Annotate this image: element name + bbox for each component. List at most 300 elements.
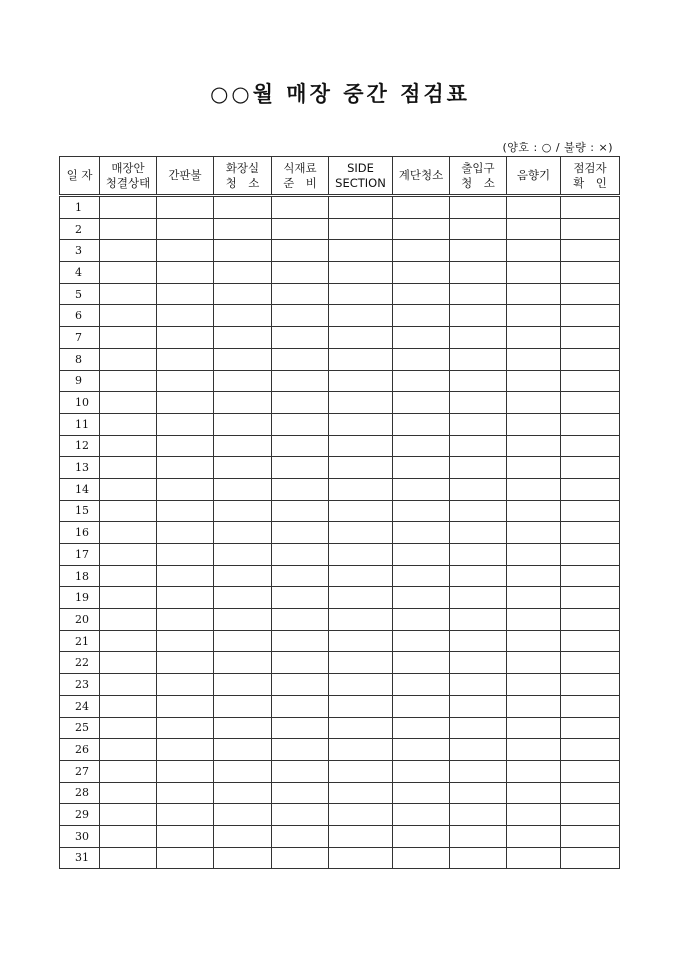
check-cell-ingredient-prep[interactable] <box>272 478 329 500</box>
check-cell-store-cleanliness[interactable] <box>100 674 157 696</box>
day-cell: 25 <box>60 717 100 739</box>
check-cell-inspector-check[interactable] <box>561 196 620 219</box>
check-cell-ingredient-prep[interactable] <box>272 717 329 739</box>
check-cell-side-section[interactable] <box>329 674 393 696</box>
check-cell-stair-cleaning[interactable] <box>393 370 450 392</box>
check-cell-signboard-light[interactable] <box>157 327 214 349</box>
check-cell-signboard-light[interactable] <box>157 457 214 479</box>
check-cell-inspector-check[interactable] <box>561 392 620 414</box>
check-cell-signboard-light[interactable] <box>157 782 214 804</box>
check-cell-signboard-light[interactable] <box>157 392 214 414</box>
check-cell-air-freshener[interactable] <box>507 739 561 761</box>
check-cell-restroom-cleaning[interactable] <box>214 327 272 349</box>
check-cell-signboard-light[interactable] <box>157 804 214 826</box>
check-cell-restroom-cleaning[interactable] <box>214 348 272 370</box>
check-cell-signboard-light[interactable] <box>157 500 214 522</box>
check-cell-inspector-check[interactable] <box>561 262 620 284</box>
check-cell-store-cleanliness[interactable] <box>100 392 157 414</box>
check-cell-store-cleanliness[interactable] <box>100 348 157 370</box>
check-cell-ingredient-prep[interactable] <box>272 283 329 305</box>
check-cell-entrance-cleaning[interactable] <box>450 587 507 609</box>
check-cell-signboard-light[interactable] <box>157 262 214 284</box>
check-cell-store-cleanliness[interactable] <box>100 262 157 284</box>
inspection-table <box>59 156 620 869</box>
day-cell: 22 <box>60 652 100 674</box>
check-cell-inspector-check[interactable] <box>561 544 620 566</box>
check-cell-ingredient-prep[interactable] <box>272 782 329 804</box>
check-cell-air-freshener[interactable] <box>507 847 561 869</box>
check-cell-inspector-check[interactable] <box>561 847 620 869</box>
check-cell-inspector-check[interactable] <box>561 565 620 587</box>
check-cell-store-cleanliness[interactable] <box>100 587 157 609</box>
check-cell-restroom-cleaning[interactable] <box>214 695 272 717</box>
check-cell-side-section[interactable] <box>329 630 393 652</box>
check-cell-air-freshener[interactable] <box>507 478 561 500</box>
check-cell-restroom-cleaning[interactable] <box>214 739 272 761</box>
check-cell-entrance-cleaning[interactable] <box>450 500 507 522</box>
check-cell-store-cleanliness[interactable] <box>100 522 157 544</box>
check-cell-restroom-cleaning[interactable] <box>214 240 272 262</box>
check-cell-air-freshener[interactable] <box>507 262 561 284</box>
check-cell-restroom-cleaning[interactable] <box>214 609 272 631</box>
check-cell-store-cleanliness[interactable] <box>100 695 157 717</box>
check-cell-side-section[interactable] <box>329 500 393 522</box>
check-cell-store-cleanliness[interactable] <box>100 739 157 761</box>
check-cell-ingredient-prep[interactable] <box>272 413 329 435</box>
check-cell-air-freshener[interactable] <box>507 804 561 826</box>
check-cell-stair-cleaning[interactable] <box>393 478 450 500</box>
check-cell-air-freshener[interactable] <box>507 305 561 327</box>
check-cell-inspector-check[interactable] <box>561 522 620 544</box>
check-cell-side-section[interactable] <box>329 196 393 219</box>
check-cell-entrance-cleaning[interactable] <box>450 804 507 826</box>
check-cell-stair-cleaning[interactable] <box>393 847 450 869</box>
column-header-line: 확 인 <box>573 175 607 190</box>
check-cell-air-freshener[interactable] <box>507 348 561 370</box>
check-cell-air-freshener[interactable] <box>507 544 561 566</box>
check-cell-side-section[interactable] <box>329 370 393 392</box>
check-cell-air-freshener[interactable] <box>507 825 561 847</box>
check-cell-store-cleanliness[interactable] <box>100 218 157 240</box>
check-cell-stair-cleaning[interactable] <box>393 457 450 479</box>
table-row <box>60 392 620 414</box>
check-cell-stair-cleaning[interactable] <box>393 565 450 587</box>
check-cell-side-section[interactable] <box>329 522 393 544</box>
check-cell-entrance-cleaning[interactable] <box>450 782 507 804</box>
check-cell-store-cleanliness[interactable] <box>100 652 157 674</box>
check-cell-ingredient-prep[interactable] <box>272 760 329 782</box>
check-cell-signboard-light[interactable] <box>157 305 214 327</box>
check-cell-air-freshener[interactable] <box>507 500 561 522</box>
check-cell-store-cleanliness[interactable] <box>100 804 157 826</box>
check-cell-entrance-cleaning[interactable] <box>450 435 507 457</box>
check-cell-air-freshener[interactable] <box>507 695 561 717</box>
check-cell-air-freshener[interactable] <box>507 196 561 219</box>
check-cell-inspector-check[interactable] <box>561 695 620 717</box>
check-cell-signboard-light[interactable] <box>157 587 214 609</box>
check-cell-ingredient-prep[interactable] <box>272 392 329 414</box>
check-cell-signboard-light[interactable] <box>157 609 214 631</box>
check-cell-entrance-cleaning[interactable] <box>450 478 507 500</box>
check-cell-signboard-light[interactable] <box>157 435 214 457</box>
check-cell-ingredient-prep[interactable] <box>272 305 329 327</box>
check-cell-air-freshener[interactable] <box>507 218 561 240</box>
check-cell-ingredient-prep[interactable] <box>272 609 329 631</box>
check-cell-inspector-check[interactable] <box>561 457 620 479</box>
check-cell-entrance-cleaning[interactable] <box>450 370 507 392</box>
check-cell-air-freshener[interactable] <box>507 565 561 587</box>
check-cell-air-freshener[interactable] <box>507 240 561 262</box>
check-cell-stair-cleaning[interactable] <box>393 825 450 847</box>
check-cell-ingredient-prep[interactable] <box>272 695 329 717</box>
check-cell-inspector-check[interactable] <box>561 674 620 696</box>
check-cell-air-freshener[interactable] <box>507 652 561 674</box>
check-cell-entrance-cleaning[interactable] <box>450 630 507 652</box>
check-cell-side-section[interactable] <box>329 240 393 262</box>
check-cell-restroom-cleaning[interactable] <box>214 283 272 305</box>
check-cell-ingredient-prep[interactable] <box>272 457 329 479</box>
column-header-day <box>60 157 100 196</box>
check-cell-stair-cleaning[interactable] <box>393 739 450 761</box>
check-cell-entrance-cleaning[interactable] <box>450 522 507 544</box>
check-cell-signboard-light[interactable] <box>157 695 214 717</box>
check-cell-signboard-light[interactable] <box>157 544 214 566</box>
check-cell-stair-cleaning[interactable] <box>393 609 450 631</box>
check-cell-entrance-cleaning[interactable] <box>450 240 507 262</box>
check-cell-ingredient-prep[interactable] <box>272 348 329 370</box>
column-header-restroom-cleaning <box>214 157 272 196</box>
check-cell-entrance-cleaning[interactable] <box>450 739 507 761</box>
check-cell-store-cleanliness[interactable] <box>100 717 157 739</box>
check-cell-stair-cleaning[interactable] <box>393 413 450 435</box>
legend-note: (양호 : ○ / 불량 : ×) <box>502 141 613 154</box>
check-cell-ingredient-prep[interactable] <box>272 630 329 652</box>
check-cell-ingredient-prep[interactable] <box>272 587 329 609</box>
check-cell-store-cleanliness[interactable] <box>100 609 157 631</box>
check-cell-signboard-light[interactable] <box>157 847 214 869</box>
check-cell-entrance-cleaning[interactable] <box>450 847 507 869</box>
check-cell-signboard-light[interactable] <box>157 652 214 674</box>
check-cell-signboard-light[interactable] <box>157 717 214 739</box>
check-cell-air-freshener[interactable] <box>507 413 561 435</box>
check-cell-store-cleanliness[interactable] <box>100 847 157 869</box>
check-cell-side-section[interactable] <box>329 348 393 370</box>
check-cell-store-cleanliness[interactable] <box>100 457 157 479</box>
check-cell-air-freshener[interactable] <box>507 435 561 457</box>
check-cell-signboard-light[interactable] <box>157 825 214 847</box>
check-cell-inspector-check[interactable] <box>561 348 620 370</box>
check-cell-air-freshener[interactable] <box>507 327 561 349</box>
check-cell-entrance-cleaning[interactable] <box>450 760 507 782</box>
check-cell-inspector-check[interactable] <box>561 825 620 847</box>
check-cell-inspector-check[interactable] <box>561 370 620 392</box>
check-cell-store-cleanliness[interactable] <box>100 500 157 522</box>
check-cell-air-freshener[interactable] <box>507 392 561 414</box>
check-cell-stair-cleaning[interactable] <box>393 587 450 609</box>
check-cell-air-freshener[interactable] <box>507 782 561 804</box>
check-cell-store-cleanliness[interactable] <box>100 413 157 435</box>
check-cell-inspector-check[interactable] <box>561 587 620 609</box>
table-row <box>60 327 620 349</box>
check-cell-inspector-check[interactable] <box>561 739 620 761</box>
check-cell-ingredient-prep[interactable] <box>272 218 329 240</box>
check-cell-air-freshener[interactable] <box>507 609 561 631</box>
check-cell-stair-cleaning[interactable] <box>393 652 450 674</box>
table-row <box>60 609 620 631</box>
check-cell-stair-cleaning[interactable] <box>393 804 450 826</box>
check-cell-stair-cleaning[interactable] <box>393 500 450 522</box>
check-cell-restroom-cleaning[interactable] <box>214 196 272 219</box>
check-cell-inspector-check[interactable] <box>561 652 620 674</box>
check-cell-restroom-cleaning[interactable] <box>214 435 272 457</box>
check-cell-side-section[interactable] <box>329 847 393 869</box>
check-cell-restroom-cleaning[interactable] <box>214 674 272 696</box>
check-cell-entrance-cleaning[interactable] <box>450 609 507 631</box>
check-cell-side-section[interactable] <box>329 305 393 327</box>
check-cell-stair-cleaning[interactable] <box>393 218 450 240</box>
check-cell-ingredient-prep[interactable] <box>272 500 329 522</box>
check-cell-inspector-check[interactable] <box>561 327 620 349</box>
check-cell-store-cleanliness[interactable] <box>100 478 157 500</box>
check-cell-inspector-check[interactable] <box>561 500 620 522</box>
check-cell-side-section[interactable] <box>329 782 393 804</box>
check-cell-restroom-cleaning[interactable] <box>214 717 272 739</box>
check-cell-inspector-check[interactable] <box>561 804 620 826</box>
check-cell-ingredient-prep[interactable] <box>272 674 329 696</box>
check-cell-store-cleanliness[interactable] <box>100 435 157 457</box>
column-header-line: SECTION <box>335 175 386 190</box>
check-cell-store-cleanliness[interactable] <box>100 630 157 652</box>
check-cell-signboard-light[interactable] <box>157 739 214 761</box>
check-cell-stair-cleaning[interactable] <box>393 348 450 370</box>
check-cell-inspector-check[interactable] <box>561 218 620 240</box>
check-cell-store-cleanliness[interactable] <box>100 370 157 392</box>
check-cell-signboard-light[interactable] <box>157 283 214 305</box>
check-cell-side-section[interactable] <box>329 392 393 414</box>
check-cell-stair-cleaning[interactable] <box>393 327 450 349</box>
check-cell-side-section[interactable] <box>329 695 393 717</box>
check-cell-side-section[interactable] <box>329 457 393 479</box>
check-cell-inspector-check[interactable] <box>561 717 620 739</box>
check-cell-air-freshener[interactable] <box>507 587 561 609</box>
check-cell-entrance-cleaning[interactable] <box>450 392 507 414</box>
check-cell-side-section[interactable] <box>329 825 393 847</box>
check-cell-entrance-cleaning[interactable] <box>450 565 507 587</box>
day-cell: 27 <box>60 760 100 782</box>
check-cell-signboard-light[interactable] <box>157 674 214 696</box>
check-cell-side-section[interactable] <box>329 283 393 305</box>
check-cell-stair-cleaning[interactable] <box>393 283 450 305</box>
check-cell-restroom-cleaning[interactable] <box>214 262 272 284</box>
check-cell-stair-cleaning[interactable] <box>393 240 450 262</box>
check-cell-side-section[interactable] <box>329 717 393 739</box>
check-cell-signboard-light[interactable] <box>157 760 214 782</box>
check-cell-signboard-light[interactable] <box>157 522 214 544</box>
check-cell-ingredient-prep[interactable] <box>272 739 329 761</box>
check-cell-side-section[interactable] <box>329 587 393 609</box>
check-cell-signboard-light[interactable] <box>157 196 214 219</box>
check-cell-signboard-light[interactable] <box>157 218 214 240</box>
check-cell-ingredient-prep[interactable] <box>272 804 329 826</box>
check-cell-side-section[interactable] <box>329 435 393 457</box>
check-cell-entrance-cleaning[interactable] <box>450 695 507 717</box>
check-cell-store-cleanliness[interactable] <box>100 240 157 262</box>
check-cell-restroom-cleaning[interactable] <box>214 413 272 435</box>
check-cell-stair-cleaning[interactable] <box>393 196 450 219</box>
check-cell-store-cleanliness[interactable] <box>100 760 157 782</box>
check-cell-store-cleanliness[interactable] <box>100 305 157 327</box>
check-cell-entrance-cleaning[interactable] <box>450 327 507 349</box>
table-row <box>60 695 620 717</box>
check-cell-air-freshener[interactable] <box>507 457 561 479</box>
check-cell-store-cleanliness[interactable] <box>100 782 157 804</box>
day-cell: 12 <box>60 435 100 457</box>
check-cell-side-section[interactable] <box>329 565 393 587</box>
check-cell-ingredient-prep[interactable] <box>272 825 329 847</box>
check-cell-air-freshener[interactable] <box>507 674 561 696</box>
check-cell-side-section[interactable] <box>329 760 393 782</box>
check-cell-side-section[interactable] <box>329 609 393 631</box>
check-cell-restroom-cleaning[interactable] <box>214 305 272 327</box>
check-cell-ingredient-prep[interactable] <box>272 522 329 544</box>
check-cell-inspector-check[interactable] <box>561 413 620 435</box>
check-cell-store-cleanliness[interactable] <box>100 565 157 587</box>
check-cell-side-section[interactable] <box>329 804 393 826</box>
check-cell-signboard-light[interactable] <box>157 240 214 262</box>
check-cell-air-freshener[interactable] <box>507 630 561 652</box>
check-cell-side-section[interactable] <box>329 413 393 435</box>
check-cell-entrance-cleaning[interactable] <box>450 457 507 479</box>
check-cell-side-section[interactable] <box>329 327 393 349</box>
check-cell-restroom-cleaning[interactable] <box>214 630 272 652</box>
day-cell: 5 <box>60 283 100 305</box>
table-row <box>60 522 620 544</box>
check-cell-ingredient-prep[interactable] <box>272 196 329 219</box>
check-cell-signboard-light[interactable] <box>157 630 214 652</box>
check-cell-inspector-check[interactable] <box>561 630 620 652</box>
check-cell-entrance-cleaning[interactable] <box>450 262 507 284</box>
check-cell-inspector-check[interactable] <box>561 782 620 804</box>
check-cell-restroom-cleaning[interactable] <box>214 760 272 782</box>
check-cell-stair-cleaning[interactable] <box>393 717 450 739</box>
check-cell-restroom-cleaning[interactable] <box>214 565 272 587</box>
check-cell-side-section[interactable] <box>329 544 393 566</box>
check-cell-stair-cleaning[interactable] <box>393 674 450 696</box>
check-cell-store-cleanliness[interactable] <box>100 283 157 305</box>
check-cell-stair-cleaning[interactable] <box>393 522 450 544</box>
check-cell-stair-cleaning[interactable] <box>393 544 450 566</box>
check-cell-ingredient-prep[interactable] <box>272 370 329 392</box>
check-cell-restroom-cleaning[interactable] <box>214 522 272 544</box>
check-cell-restroom-cleaning[interactable] <box>214 825 272 847</box>
day-cell: 15 <box>60 500 100 522</box>
check-cell-entrance-cleaning[interactable] <box>450 413 507 435</box>
check-cell-signboard-light[interactable] <box>157 413 214 435</box>
check-cell-inspector-check[interactable] <box>561 760 620 782</box>
check-cell-restroom-cleaning[interactable] <box>214 782 272 804</box>
check-cell-stair-cleaning[interactable] <box>393 392 450 414</box>
check-cell-inspector-check[interactable] <box>561 240 620 262</box>
check-cell-ingredient-prep[interactable] <box>272 847 329 869</box>
check-cell-air-freshener[interactable] <box>507 760 561 782</box>
check-cell-ingredient-prep[interactable] <box>272 652 329 674</box>
check-cell-stair-cleaning[interactable] <box>393 782 450 804</box>
check-cell-side-section[interactable] <box>329 218 393 240</box>
check-cell-restroom-cleaning[interactable] <box>214 500 272 522</box>
check-cell-entrance-cleaning[interactable] <box>450 825 507 847</box>
check-cell-signboard-light[interactable] <box>157 370 214 392</box>
check-cell-ingredient-prep[interactable] <box>272 435 329 457</box>
check-cell-inspector-check[interactable] <box>561 283 620 305</box>
check-cell-entrance-cleaning[interactable] <box>450 305 507 327</box>
check-cell-inspector-check[interactable] <box>561 435 620 457</box>
check-cell-inspector-check[interactable] <box>561 305 620 327</box>
check-cell-entrance-cleaning[interactable] <box>450 652 507 674</box>
check-cell-stair-cleaning[interactable] <box>393 262 450 284</box>
check-cell-restroom-cleaning[interactable] <box>214 370 272 392</box>
check-cell-entrance-cleaning[interactable] <box>450 283 507 305</box>
check-cell-side-section[interactable] <box>329 652 393 674</box>
check-cell-stair-cleaning[interactable] <box>393 695 450 717</box>
check-cell-stair-cleaning[interactable] <box>393 630 450 652</box>
check-cell-entrance-cleaning[interactable] <box>450 717 507 739</box>
check-cell-ingredient-prep[interactable] <box>272 565 329 587</box>
column-header-inspector-check <box>561 157 620 196</box>
check-cell-air-freshener[interactable] <box>507 283 561 305</box>
check-cell-restroom-cleaning[interactable] <box>214 804 272 826</box>
check-cell-entrance-cleaning[interactable] <box>450 348 507 370</box>
check-cell-restroom-cleaning[interactable] <box>214 218 272 240</box>
check-cell-air-freshener[interactable] <box>507 717 561 739</box>
check-cell-signboard-light[interactable] <box>157 478 214 500</box>
check-cell-stair-cleaning[interactable] <box>393 760 450 782</box>
table-row <box>60 218 620 240</box>
check-cell-entrance-cleaning[interactable] <box>450 196 507 219</box>
check-cell-restroom-cleaning[interactable] <box>214 392 272 414</box>
check-cell-air-freshener[interactable] <box>507 370 561 392</box>
check-cell-store-cleanliness[interactable] <box>100 327 157 349</box>
check-cell-store-cleanliness[interactable] <box>100 825 157 847</box>
check-cell-restroom-cleaning[interactable] <box>214 478 272 500</box>
check-cell-ingredient-prep[interactable] <box>272 544 329 566</box>
check-cell-side-section[interactable] <box>329 739 393 761</box>
check-cell-store-cleanliness[interactable] <box>100 196 157 219</box>
check-cell-entrance-cleaning[interactable] <box>450 674 507 696</box>
check-cell-air-freshener[interactable] <box>507 522 561 544</box>
table-row <box>60 413 620 435</box>
check-cell-restroom-cleaning[interactable] <box>214 544 272 566</box>
check-cell-ingredient-prep[interactable] <box>272 327 329 349</box>
check-cell-side-section[interactable] <box>329 262 393 284</box>
check-cell-restroom-cleaning[interactable] <box>214 587 272 609</box>
check-cell-inspector-check[interactable] <box>561 609 620 631</box>
check-cell-signboard-light[interactable] <box>157 565 214 587</box>
check-cell-entrance-cleaning[interactable] <box>450 218 507 240</box>
check-cell-restroom-cleaning[interactable] <box>214 847 272 869</box>
check-cell-restroom-cleaning[interactable] <box>214 652 272 674</box>
check-cell-entrance-cleaning[interactable] <box>450 544 507 566</box>
check-cell-ingredient-prep[interactable] <box>272 240 329 262</box>
check-cell-stair-cleaning[interactable] <box>393 435 450 457</box>
check-cell-signboard-light[interactable] <box>157 348 214 370</box>
check-cell-ingredient-prep[interactable] <box>272 262 329 284</box>
check-cell-stair-cleaning[interactable] <box>393 305 450 327</box>
check-cell-side-section[interactable] <box>329 478 393 500</box>
check-cell-store-cleanliness[interactable] <box>100 544 157 566</box>
check-cell-restroom-cleaning[interactable] <box>214 457 272 479</box>
table-row <box>60 825 620 847</box>
check-cell-inspector-check[interactable] <box>561 478 620 500</box>
